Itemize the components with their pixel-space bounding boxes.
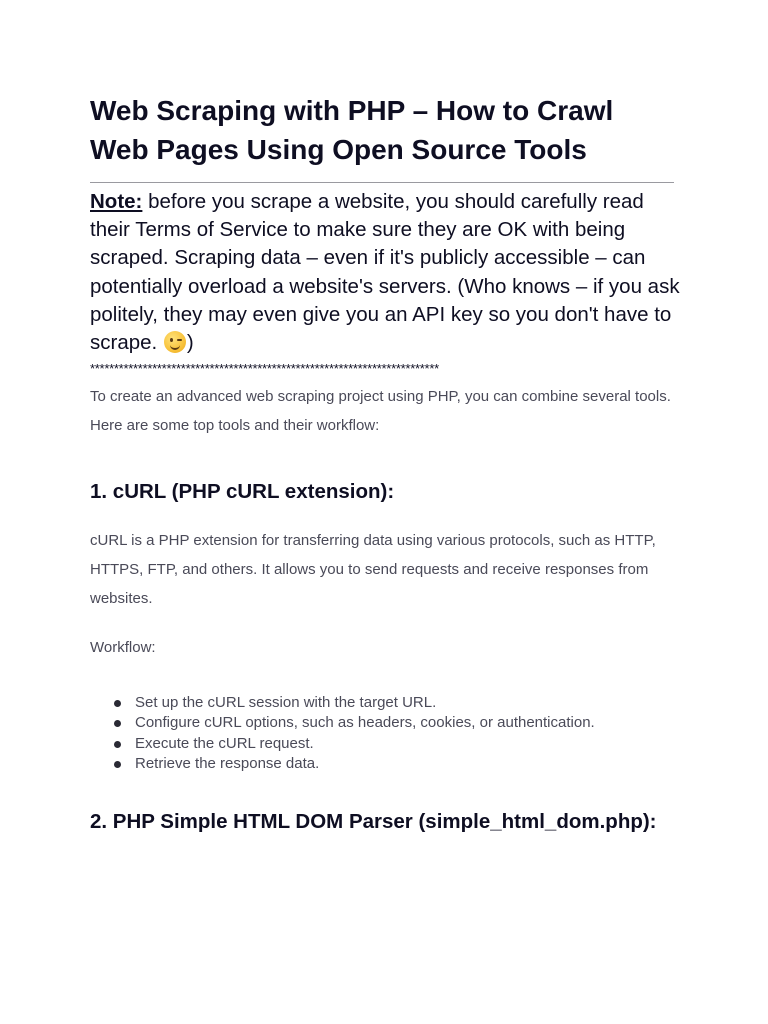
note-text: before you scrape a website, you should carefully read their Terms of Service to make sure they are OK with being scraped. Scraping data – even if it's publicly accessible – can potentially overload a website's servers. (Who knows – if you ask politely, they may even give you an API key so you don't have to scrape. (90, 190, 680, 355)
note-label: Note: (90, 190, 143, 213)
list-item (90, 734, 595, 754)
workflow-label: Workflow: (90, 639, 156, 656)
bullet-icon (114, 700, 121, 707)
list-item-text: Configure cURL options, such as headers, cookies, or authentication. (135, 714, 595, 732)
workflow-steps-list (90, 693, 595, 775)
section-heading-dom-parser: 2. PHP Simple HTML DOM Parser (simple_html_dom.php): (90, 810, 657, 833)
bullet-icon (114, 741, 121, 748)
note-paragraph (90, 188, 680, 357)
bullet-icon (114, 761, 121, 768)
document-title: Web Scraping with PHP – How to Crawl Web Pages Using Open Source Tools (90, 95, 614, 165)
intro-paragraph: To create an advanced web scraping project using PHP, you can combine several tools. Here are some top tools and their workflow: (90, 388, 671, 434)
note-closing: ) (186, 331, 194, 355)
section-heading-curl: 1. cURL (PHP cURL extension): (90, 480, 395, 503)
list-item (90, 754, 595, 774)
list-item (90, 713, 595, 733)
curl-description: cURL is a PHP extension for transferring data using various protocols, such as HTTP, HTTPS, FTP, and others. It allows you to send requests and receive responses from websites. (90, 532, 656, 607)
list-item (90, 693, 595, 713)
list-item-text: Execute the cURL request. (135, 734, 314, 752)
asterisk-separator: ************************************************************************* (90, 361, 439, 376)
list-item-text: Set up the cURL session with the target URL. (135, 694, 437, 711)
bullet-icon (114, 720, 121, 727)
list-item-text: Retrieve the response data. (135, 755, 320, 773)
title-divider (90, 182, 674, 183)
winking-face-icon (164, 331, 186, 353)
